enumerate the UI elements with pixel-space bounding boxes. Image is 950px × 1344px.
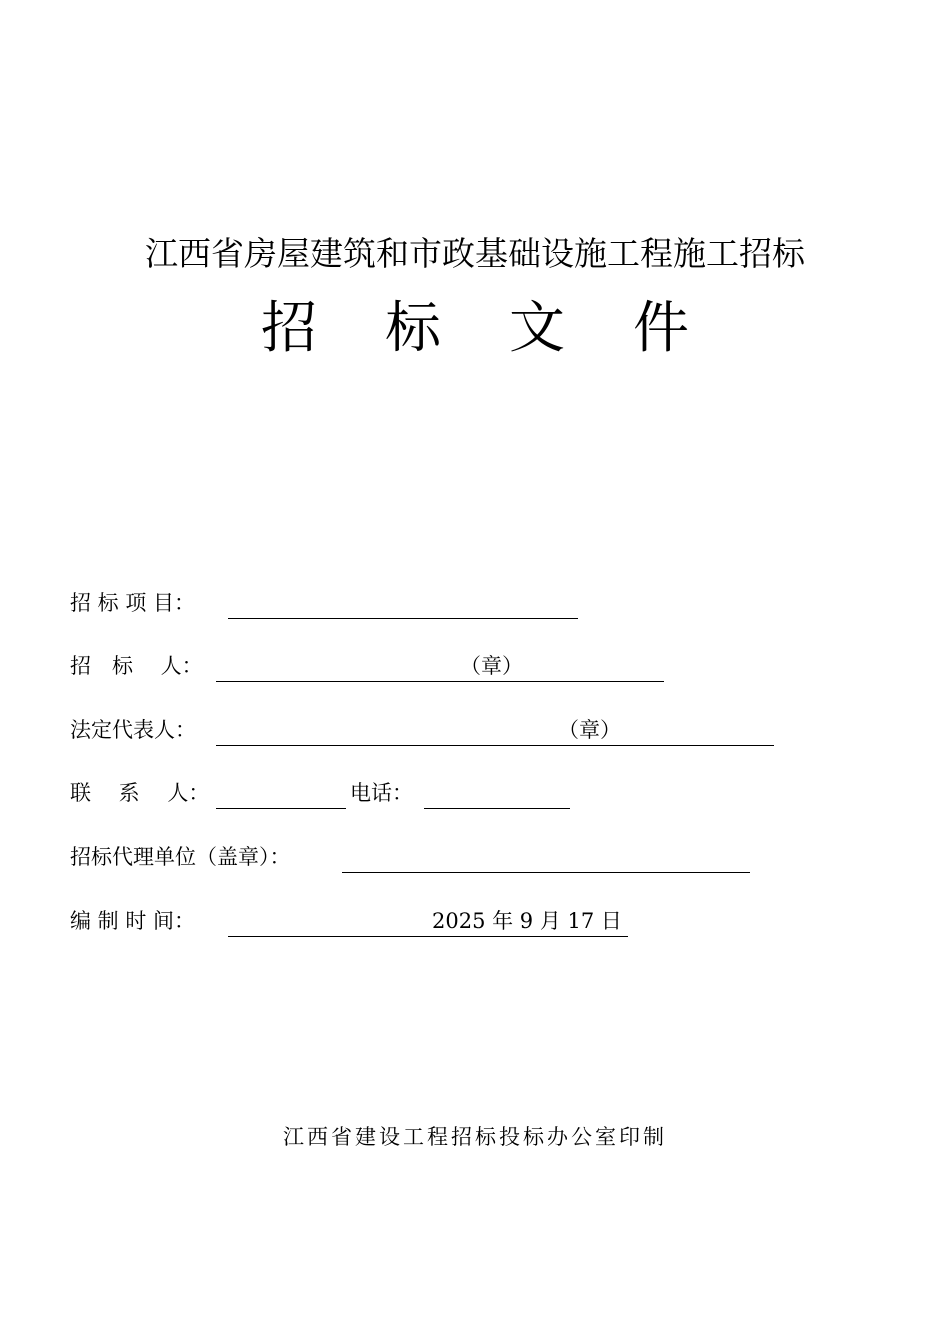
field-agency-label: 招标代理单位（盖章）： — [70, 845, 291, 869]
field-phone-line[interactable] — [424, 778, 570, 809]
field-project-label: 招 标 项 目： — [70, 591, 196, 615]
field-tenderer-line[interactable] — [216, 651, 664, 682]
field-contact — [70, 778, 580, 808]
field-legal-rep — [70, 715, 780, 745]
field-date — [70, 906, 640, 936]
field-contact-label: 联 系 人： — [70, 781, 210, 805]
field-tenderer-label: 招 标 人： — [70, 654, 203, 678]
document-subtitle: 江西省房屋建筑和市政基础设施工程施工招标 — [145, 234, 805, 273]
field-contact-line[interactable] — [216, 778, 346, 809]
field-legal-rep-line[interactable] — [216, 715, 774, 746]
field-project — [70, 588, 590, 618]
field-agency-line[interactable] — [342, 842, 750, 873]
field-legal-rep-label: 法定代表人： — [70, 718, 196, 742]
field-tenderer-seal: （章） — [460, 654, 523, 678]
footer-issuer: 江西省建设工程招标投标办公室印制 — [283, 1125, 667, 1149]
field-legal-rep-seal: （章） — [558, 718, 621, 742]
field-date-value: 2025 年 9 月 17 日 — [432, 909, 622, 933]
field-phone-label: 电话： — [350, 781, 413, 805]
field-date-label: 编 制 时 间： — [70, 909, 196, 933]
field-project-line[interactable] — [228, 588, 578, 619]
field-tenderer — [70, 651, 670, 681]
document-title: 招标文件 — [261, 296, 757, 361]
field-agency — [70, 842, 760, 872]
